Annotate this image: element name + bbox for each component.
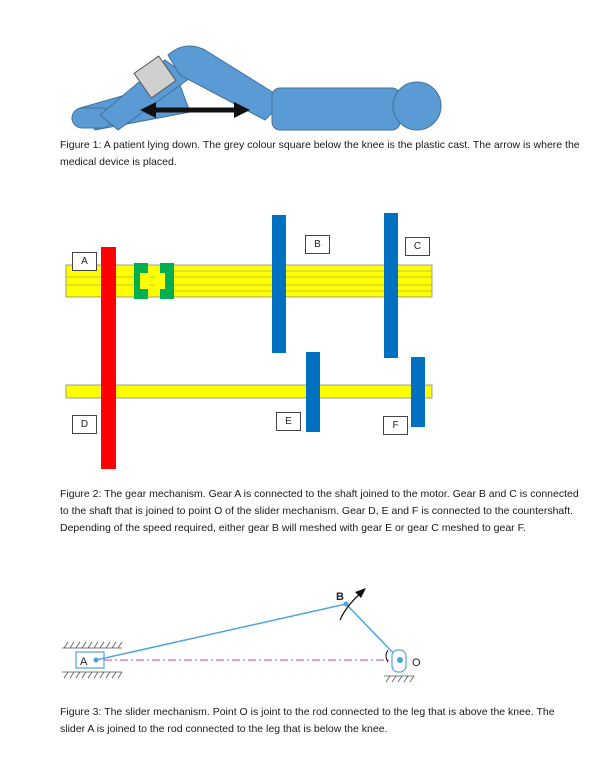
gear-label-e: E [276, 412, 301, 431]
gear-a-d [101, 247, 116, 469]
gear-label-d: D [72, 415, 97, 434]
gear-label-f: F [383, 416, 408, 435]
gear-f [411, 357, 425, 427]
countershaft [66, 385, 432, 398]
gear-e [306, 352, 320, 432]
upper-shaft [66, 265, 432, 297]
slider-guide-top [62, 642, 122, 648]
figure1-caption: Figure 1: A patient lying down. The grey colour square below the knee is the plastic cast. The arrow is where the medical device is placed. [60, 139, 580, 168]
gear-c [384, 213, 398, 358]
figure2-caption: Figure 2: The gear mechanism. Gear A is connected to the shaft joined to the motor. Gear B and C is connected to the shaft that is joined to point O of the slider mechanism. Gear D, E and F is connected to the countershaft. Depending of the speed required, either gear B will meshed with gear E or gear C meshed to gear F. [60, 488, 579, 534]
slider-mechanism-figure [0, 580, 604, 690]
point-label-b: B [336, 591, 344, 603]
patient-figure [0, 20, 604, 135]
gear-label-a: A [72, 252, 97, 271]
rod-bo [346, 604, 400, 660]
slider-guide-bottom [62, 672, 122, 678]
point-label-o: O [412, 657, 421, 669]
figure3-caption: Figure 3: The slider mechanism. Point O is joint to the rod connected to the leg that is above the knee. The slider A is joined to the rod connected to the leg that is below the knee. [60, 706, 555, 735]
patient-head [393, 82, 441, 130]
gear-label-b: B [305, 235, 330, 254]
rod-ab [96, 604, 346, 660]
gear-b [272, 215, 286, 353]
gear-mechanism-figure [0, 205, 604, 475]
point-label-a: A [80, 656, 88, 668]
pivot-o [384, 650, 414, 682]
gear-label-c: C [405, 237, 430, 256]
patient-torso [272, 88, 400, 130]
